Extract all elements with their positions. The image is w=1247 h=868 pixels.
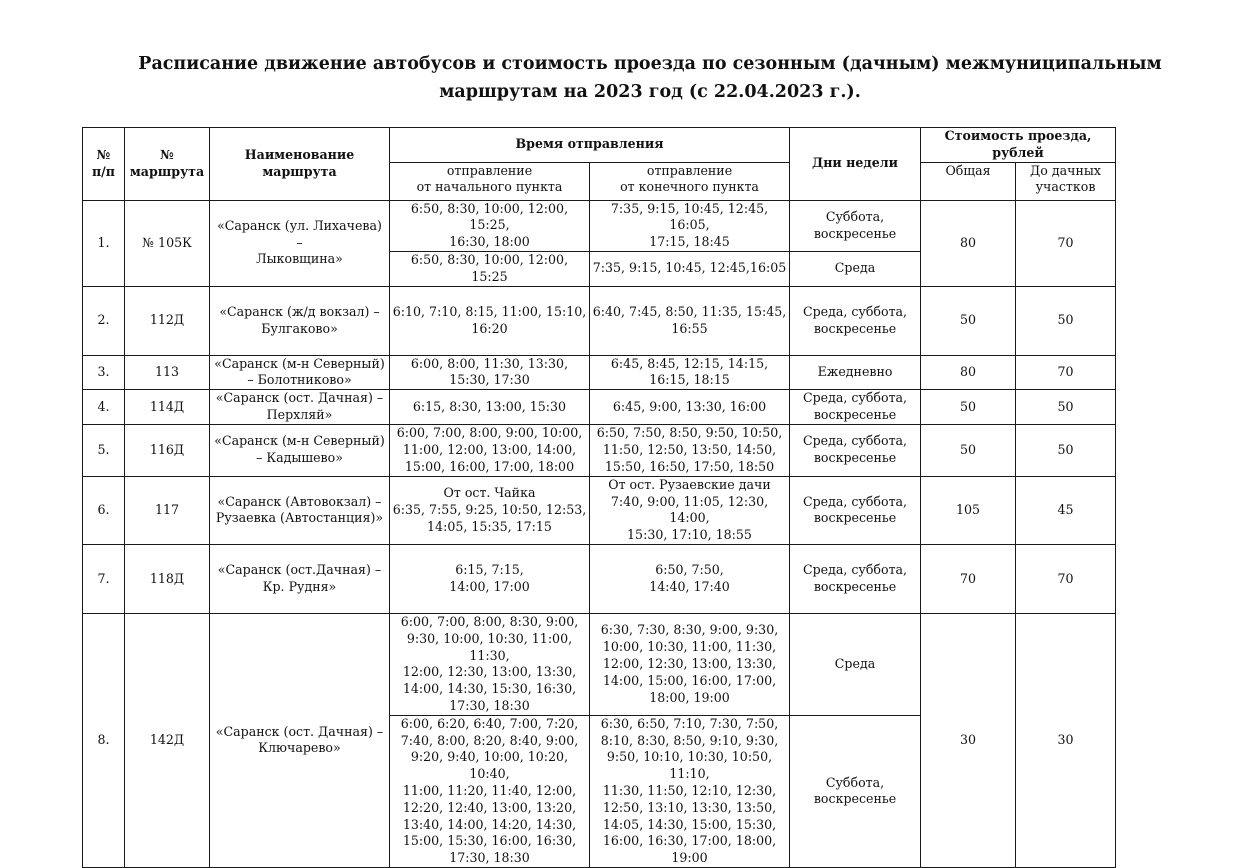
fare-dacha: 70 <box>1016 544 1116 613</box>
fare-total: 80 <box>921 200 1016 286</box>
departure-start: 6:10, 7:10, 8:15, 11:00, 15:10, 16:20 <box>390 286 590 355</box>
row-num: 7. <box>83 544 125 613</box>
route-name: «Саранск (Автовокзал) – Рузаевка (Автостанция)» <box>210 476 390 544</box>
row-num: 4. <box>83 390 125 425</box>
row-num: 3. <box>83 355 125 390</box>
row-num: 6. <box>83 476 125 544</box>
days-of-week: Среда <box>790 251 921 286</box>
departure-start: 6:50, 8:30, 10:00, 12:00, 15:25, 16:30, 18:00 <box>390 200 590 251</box>
row-num: 5. <box>83 424 125 476</box>
departure-end: 6:45, 8:45, 12:15, 14:15, 16:15, 18:15 <box>590 355 790 390</box>
departure-end: 6:45, 9:00, 13:30, 16:00 <box>590 390 790 425</box>
header-departure-time: Время отправления <box>390 128 790 163</box>
fare-total: 80 <box>921 355 1016 390</box>
table-row <box>83 544 1116 613</box>
departure-start: 6:00, 8:00, 11:30, 13:30, 15:30, 17:30 <box>390 355 590 390</box>
table-row <box>83 613 1116 715</box>
days-of-week: Среда <box>790 613 921 715</box>
departure-end: 6:40, 7:45, 8:50, 11:35, 15:45, 16:55 <box>590 286 790 355</box>
header-row-1 <box>83 128 1116 163</box>
departure-start: 6:15, 8:30, 13:00, 15:30 <box>390 390 590 425</box>
departure-end: 6:30, 6:50, 7:10, 7:30, 7:50, 8:10, 8:30, 8:50, 9:10, 9:30, 9:50, 10:10, 10:30, 10:50, 11:10, 11:30, 11:50, 12:10, 12:30, 12:50, 13:10, 13:30, 13:50, 14:05, 14:30, 15:00, 15:30, 16:00, 16:30, 17:00, 18:00, 19:00 <box>590 715 790 867</box>
schedule-table <box>82 127 1116 868</box>
fare-total: 50 <box>921 390 1016 425</box>
table-row <box>83 200 1116 251</box>
departure-start: 6:00, 6:20, 6:40, 7:00, 7:20, 7:40, 8:00, 8:20, 8:40, 9:00, 9:20, 9:40, 10:00, 10:20, 10:40, 11:00, 11:20, 11:40, 12:00, 12:20, 12:40, 13:00, 13:20, 13:40, 14:00, 14:20, 14:30, 15:00, 15:30, 16:00, 16:30, 17:30, 18:30 <box>390 715 590 867</box>
route-name: «Саранск (ост. Дачная) – Ключарево» <box>210 613 390 867</box>
fare-dacha: 45 <box>1016 476 1116 544</box>
route-name: «Саранск (ост.Дачная) – Кр. Рудня» <box>210 544 390 613</box>
table-row <box>83 286 1116 355</box>
title-line-2: маршрутам на 2023 год (с 22.04.2023 г.). <box>439 82 861 102</box>
header-from-start: отправление от начального пункта <box>390 162 590 200</box>
fare-total: 30 <box>921 613 1016 867</box>
fare-dacha: 50 <box>1016 424 1116 476</box>
route-name: «Саранск (ост. Дачная) – Перхляй» <box>210 390 390 425</box>
route-name: «Саранск (м-н Северный) – Кадышево» <box>210 424 390 476</box>
days-of-week: Суббота, воскресенье <box>790 200 921 251</box>
header-from-end: отправление от конечного пункта <box>590 162 790 200</box>
departure-start: 6:50, 8:30, 10:00, 12:00, 15:25 <box>390 251 590 286</box>
row-num: 8. <box>83 613 125 867</box>
fare-dacha: 30 <box>1016 613 1116 867</box>
departure-end: 7:35, 9:15, 10:45, 12:45, 16:05, 17:15, 18:45 <box>590 200 790 251</box>
days-of-week: Среда, суббота, воскресенье <box>790 390 921 425</box>
route-number: 113 <box>125 355 210 390</box>
departure-start: 6:15, 7:15, 14:00, 17:00 <box>390 544 590 613</box>
departure-start: От ост. Чайка 6:35, 7:55, 9:25, 10:50, 12:53, 14:05, 15:35, 17:15 <box>390 476 590 544</box>
header-fare: Стоимость проезда, рублей <box>921 128 1116 163</box>
fare-total: 70 <box>921 544 1016 613</box>
fare-total: 50 <box>921 286 1016 355</box>
days-of-week: Суббота, воскресенье <box>790 715 921 867</box>
table-row <box>83 355 1116 390</box>
title-line-1: Расписание движение автобусов и стоимость проезда по сезонным (дачным) межмуниципальным <box>138 54 1162 74</box>
departure-end: 7:35, 9:15, 10:45, 12:45,16:05 <box>590 251 790 286</box>
departure-start: 6:00, 7:00, 8:00, 9:00, 10:00, 11:00, 12:00, 13:00, 14:00, 15:00, 16:00, 17:00, 18:00 <box>390 424 590 476</box>
departure-start: 6:00, 7:00, 8:00, 8:30, 9:00, 9:30, 10:00, 10:30, 11:00, 11:30, 12:00, 12:30, 13:00, 13:30, 14:00, 14:30, 15:30, 16:30, 17:30, 18:30 <box>390 613 590 715</box>
fare-dacha: 70 <box>1016 355 1116 390</box>
table-row <box>83 476 1116 544</box>
row-num: 2. <box>83 286 125 355</box>
route-number: 117 <box>125 476 210 544</box>
table-row <box>83 424 1116 476</box>
header-route-number: № маршрута <box>125 128 210 201</box>
days-of-week: Среда, суббота, воскресенье <box>790 424 921 476</box>
route-number: № 105К <box>125 200 210 286</box>
route-name: «Саранск (ул. Лихачева) – Лыковщина» <box>210 200 390 286</box>
header-days: Дни недели <box>790 128 921 201</box>
fare-dacha: 70 <box>1016 200 1116 286</box>
departure-end: От ост. Рузаевские дачи 7:40, 9:00, 11:05, 12:30, 14:00, 15:30, 17:10, 18:55 <box>590 476 790 544</box>
days-of-week: Ежедневно <box>790 355 921 390</box>
days-of-week: Среда, суббота, воскресенье <box>790 476 921 544</box>
route-number: 116Д <box>125 424 210 476</box>
departure-end: 6:30, 7:30, 8:30, 9:00, 9:30, 10:00, 10:30, 11:00, 11:30, 12:00, 12:30, 13:00, 13:30, 14:00, 15:00, 16:00, 17:00, 18:00, 19:00 <box>590 613 790 715</box>
route-name: «Саранск (м-н Северный) – Болотниково» <box>210 355 390 390</box>
header-fare-total: Общая <box>921 162 1016 200</box>
document-title <box>130 50 1170 106</box>
route-number: 112Д <box>125 286 210 355</box>
departure-end: 6:50, 7:50, 8:50, 9:50, 10:50, 11:50, 12:50, 13:50, 14:50, 15:50, 16:50, 17:50, 18:50 <box>590 424 790 476</box>
header-num: № п/п <box>83 128 125 201</box>
table-row <box>83 390 1116 425</box>
days-of-week: Среда, суббота, воскресенье <box>790 544 921 613</box>
route-number: 118Д <box>125 544 210 613</box>
route-number: 142Д <box>125 613 210 867</box>
row-num: 1. <box>83 200 125 286</box>
route-number: 114Д <box>125 390 210 425</box>
fare-dacha: 50 <box>1016 286 1116 355</box>
route-name: «Саранск (ж/д вокзал) – Булгаково» <box>210 286 390 355</box>
departure-end: 6:50, 7:50, 14:40, 17:40 <box>590 544 790 613</box>
header-fare-dacha: До дачных участков <box>1016 162 1116 200</box>
fare-dacha: 50 <box>1016 390 1116 425</box>
fare-total: 50 <box>921 424 1016 476</box>
days-of-week: Среда, суббота, воскресенье <box>790 286 921 355</box>
fare-total: 105 <box>921 476 1016 544</box>
header-route-name: Наименование маршрута <box>210 128 390 201</box>
